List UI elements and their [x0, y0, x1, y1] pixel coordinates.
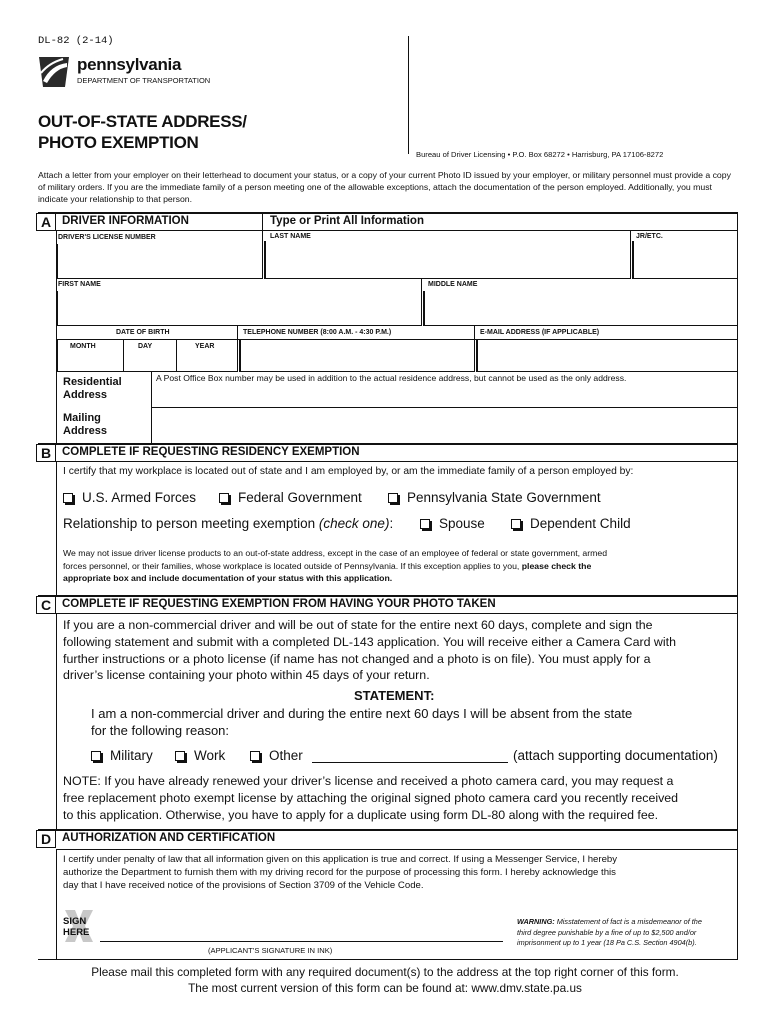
pennsylvania-keystone-logo — [37, 55, 71, 89]
dob-label: DATE OF BIRTH — [116, 329, 170, 336]
pa-state-gov-checkbox[interactable] — [388, 493, 398, 503]
spouse-checkbox[interactable] — [420, 519, 430, 529]
department-name: DEPARTMENT OF TRANSPORTATION — [77, 76, 211, 85]
sign-here-icon — [61, 908, 97, 944]
form-title-line1: OUT-OF-STATE ADDRESS/ — [38, 112, 247, 131]
here-label: HERE — [63, 926, 90, 938]
photo-exemption-paragraph: If you are a non-commercial driver and will be out of state for the entire next 60 days, complete and sign the following statement and submit with a completed DL-143 application. You will receive either a Camera Card with further instructions or a photo license (if name has not changed and a photo is on file). You must apply for a driver’s license containing your photo within 45 days of your return. — [63, 618, 676, 683]
federal-gov-label: Federal Government — [238, 490, 362, 505]
section-a-letter: A — [36, 213, 56, 231]
mailing-address-field[interactable] — [152, 409, 737, 444]
footer-mail-instructions: Please mail this completed form with any required document(s) to the address at the top right corner of this form. — [91, 965, 679, 979]
dependent-child-label: Dependent Child — [530, 516, 631, 531]
section-b-title: COMPLETE IF REQUESTING RESIDENCY EXEMPTION — [62, 446, 360, 458]
sign-label: SIGN — [63, 916, 87, 927]
work-label: Work — [194, 748, 226, 763]
federal-gov-checkbox[interactable] — [219, 493, 229, 503]
dob-field[interactable] — [57, 339, 237, 372]
first-name-field[interactable] — [57, 291, 421, 326]
bureau-address: Bureau of Driver Licensing • P.O. Box 68272 • Harrisburg, PA 17106-8272 — [416, 150, 664, 159]
statement-text: I am a non-commercial driver and during the entire next 60 days I will be absent from the state for the following reason: — [91, 706, 633, 738]
section-c-letter: C — [36, 596, 56, 614]
other-checkbox[interactable] — [250, 751, 260, 761]
middle-name-label: MIDDLE NAME — [428, 281, 478, 288]
relationship-label: Relationship to person meeting exemption (check one): — [63, 516, 394, 531]
warning-text: WARNING: Misstatement of fact is a misdemeanor of the third degree punishable by a fine of up to $2,500 and/or imprisonment up to 1 year (18 Pa C.S. Section 4904(b). — [517, 917, 702, 947]
email-field[interactable] — [476, 339, 737, 372]
certification-text: I certify under penalty of law that all information given on this application is true and correct. If using a Messenger Service, I hereby authorize the Department to furnish them with my driving record for the purpose of processing this form. I hereby acknowledge this day that I have received notice of the provisions of Section 3709 of the Vehicle Code. — [63, 854, 618, 891]
spouse-label: Spouse — [439, 516, 485, 531]
footer-website: The most current version of this form can be found at: www.dmv.state.pa.us — [188, 981, 582, 995]
residency-note: We may not issue driver license products to an out-of-state address, except in the case of an employee of federal or state government, armed forces personnel, or their families, whose workplace is located outside of Pennsylvania. If this exception applies to you, please check the appropriate box and include documentation of your status with this application. — [63, 548, 608, 584]
pa-state-gov-label: Pennsylvania State Government — [407, 490, 601, 505]
day-label: DAY — [138, 343, 153, 350]
military-label: Military — [110, 748, 153, 763]
logo-name: pennsylvania — [77, 55, 182, 74]
form-number: DL-82 (2-14) — [38, 35, 114, 47]
section-a-subtitle: Type or Print All Information — [270, 215, 424, 227]
jr-etc-label: JR/ETC. — [636, 233, 663, 240]
last-name-label: LAST NAME — [270, 233, 311, 240]
military-checkbox[interactable] — [91, 751, 101, 761]
intro-text: Attach a letter from your employer on their letterhead to document your status, or a copy of your current Photo ID issued by your employer, or military personnel must provide a copy of military orders. If you are the immediate family of a person meeting one of the allowable exceptions, attach the documentation of the person employed. Additionally, you must indicate your relationship to that person. — [38, 170, 731, 205]
dl-number-label: DRIVER'S LICENSE NUMBER — [58, 234, 156, 241]
section-d-title: AUTHORIZATION AND CERTIFICATION — [62, 832, 276, 844]
signature-field[interactable] — [100, 919, 503, 942]
jr-etc-field[interactable] — [632, 241, 737, 279]
statement-title: STATEMENT: — [354, 688, 435, 703]
photo-note: NOTE: If you have already renewed your driver’s license and received a photo camera card, you may request a free replacement photo exempt license by attaching the original signed photo camera card you recently received to this application. Otherwise, you have to apply for a duplicate using form DL-80 along with the required fee. — [63, 774, 679, 822]
attach-documentation-note: (attach supporting documentation) — [513, 748, 718, 763]
other-label: Other — [269, 748, 303, 763]
po-box-note: A Post Office Box number may be used in addition to the actual residence address, but cannot be used as the only address. — [156, 373, 627, 383]
work-checkbox[interactable] — [175, 751, 185, 761]
section-a-title: DRIVER INFORMATION — [62, 215, 189, 227]
telephone-field[interactable] — [239, 339, 474, 372]
mailing-label: Mailing Address — [63, 412, 108, 437]
month-label: MONTH — [70, 343, 96, 350]
residential-label: Residential Address — [63, 376, 122, 401]
dl-number-field[interactable] — [57, 244, 262, 279]
armed-forces-label: U.S. Armed Forces — [82, 490, 197, 505]
form-title-line2: PHOTO EXEMPTION — [38, 133, 199, 152]
section-b-letter: B — [36, 444, 56, 462]
middle-name-field[interactable] — [423, 291, 737, 326]
dependent-child-checkbox[interactable] — [511, 519, 521, 529]
residency-certify-text: I certify that my workplace is located out of state and I am employed by, or am the immediate family of a person employed by: — [63, 466, 634, 477]
email-label: E-MAIL ADDRESS (IF APPLICABLE) — [480, 329, 600, 336]
telephone-label: TELEPHONE NUMBER (8:00 A.M. - 4:30 P.M.) — [243, 329, 392, 336]
other-reason-field[interactable] — [312, 762, 508, 763]
armed-forces-checkbox[interactable] — [63, 493, 73, 503]
section-d-letter: D — [36, 830, 56, 848]
first-name-label: FIRST NAME — [58, 281, 101, 288]
signature-label: (APPLICANT’S SIGNATURE IN INK) — [208, 946, 333, 955]
last-name-field[interactable] — [264, 241, 630, 279]
residential-address-field[interactable] — [152, 385, 737, 408]
section-c-title: COMPLETE IF REQUESTING EXEMPTION FROM HAVING YOUR PHOTO TAKEN — [62, 598, 496, 610]
year-label: YEAR — [195, 343, 215, 350]
